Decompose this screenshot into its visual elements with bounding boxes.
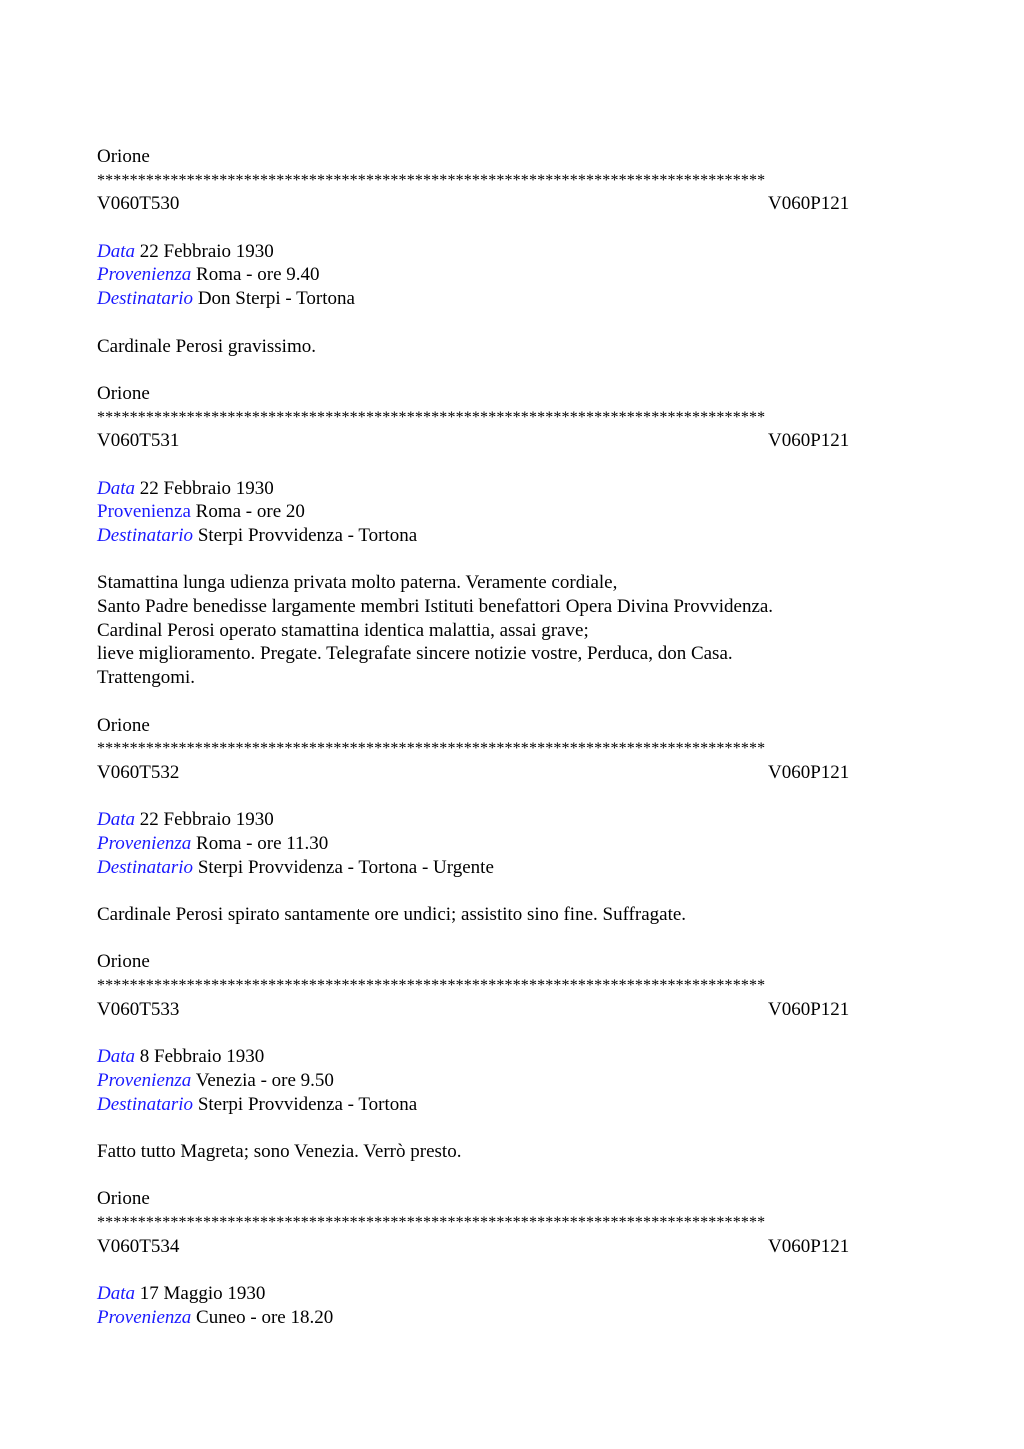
destinatario-value: Don Sterpi - Tortona <box>197 288 355 310</box>
signature: Orione <box>97 951 150 973</box>
data-label: Data <box>97 477 135 499</box>
body-line: Fatto tutto Magreta; sono Venezia. Verrò presto. <box>97 1140 462 1162</box>
data-row <box>97 1282 927 1306</box>
provenienza-row <box>97 1306 927 1330</box>
signature: Orione <box>97 1188 150 1210</box>
signature: Orione <box>97 714 150 736</box>
destinatario-label: Destinatario <box>97 525 194 546</box>
data-row <box>97 808 927 832</box>
data-label: Data <box>97 1046 135 1068</box>
provenienza-label: Provenienza <box>97 1069 192 1091</box>
provenienza-row <box>97 1069 927 1093</box>
body-line: Santo Padre benedisse largamente membri Istituti benefattori Opera Divina Provvidenza. <box>97 596 774 618</box>
document-page <box>97 145 927 1329</box>
data-row <box>97 240 927 264</box>
provenienza-value: Cuneo - ore 18.20 <box>196 1306 334 1328</box>
data-value: 17 Maggio 1930 <box>139 1283 266 1304</box>
page-code: V060P121 <box>768 1235 850 1257</box>
body-line: Cardinal Perosi operato stamattina identica malattia, assai grave; <box>97 619 589 641</box>
telegram-code: V060T533 <box>97 998 180 1020</box>
provenienza-value: Roma - ore 20 <box>195 501 305 523</box>
telegram-code: V060T534 <box>97 1235 180 1257</box>
provenienza-label: Provenienza <box>97 832 192 854</box>
codes-row <box>97 1235 927 1259</box>
provenienza-row <box>97 500 927 524</box>
destinatario-value: Sterpi Provvidenza - Tortona <box>197 1093 418 1115</box>
destinatario-value: Sterpi Provvidenza - Tortona - Urgente <box>197 856 494 878</box>
separator: ********************************************************************************** <box>97 977 766 995</box>
destinatario-row <box>97 856 927 880</box>
codes-row <box>97 429 927 453</box>
telegram-entry <box>97 382 927 714</box>
provenienza-label: Provenienza <box>97 264 192 286</box>
data-row <box>97 477 927 501</box>
provenienza-label: Provenienza <box>97 501 191 523</box>
telegram-entry <box>97 145 927 382</box>
data-row <box>97 1045 927 1069</box>
telegram-code: V060T530 <box>97 193 180 215</box>
provenienza-label: Provenienza <box>97 1306 192 1328</box>
body-line: Cardinale Perosi spirato santamente ore undici; assistito sino fine. Suffragate. <box>97 904 687 925</box>
provenienza-value: Roma - ore 9.40 <box>196 264 320 286</box>
provenienza-row <box>97 263 927 287</box>
separator: ********************************************************************************** <box>97 1213 766 1231</box>
provenienza-value: Roma - ore 11.30 <box>196 832 329 854</box>
data-value: 22 Febbraio 1930 <box>139 477 274 499</box>
provenienza-value: Venezia - ore 9.50 <box>195 1069 334 1091</box>
destinatario-label: Destinatario <box>97 288 194 310</box>
signature: Orione <box>97 382 150 404</box>
destinatario-label: Destinatario <box>97 1093 194 1115</box>
destinatario-row <box>97 287 927 311</box>
page-code: V060P121 <box>768 430 850 452</box>
telegram-entry <box>97 1187 927 1329</box>
destinatario-row <box>97 524 927 548</box>
codes-row <box>97 192 927 216</box>
telegram-entry <box>97 950 927 1187</box>
data-label: Data <box>97 240 135 262</box>
page-code: V060P121 <box>768 193 850 215</box>
telegram-entry <box>97 714 927 951</box>
signature: Orione <box>97 146 150 167</box>
destinatario-label: Destinatario <box>97 856 194 878</box>
separator: ********************************************************************************** <box>97 740 766 758</box>
codes-row <box>97 761 927 785</box>
body-line: Trattengomi. <box>97 667 195 689</box>
provenienza-row <box>97 832 927 856</box>
telegram-code: V060T532 <box>97 761 180 783</box>
data-label: Data <box>97 809 135 831</box>
codes-row <box>97 998 927 1022</box>
data-label: Data <box>97 1283 135 1304</box>
destinatario-row <box>97 1093 927 1117</box>
body-line: lieve miglioramento. Pregate. Telegrafate sincere notizie vostre, Perduca, don Casa. <box>97 643 733 665</box>
data-value: 22 Febbraio 1930 <box>139 240 274 262</box>
body-line: Cardinale Perosi gravissimo. <box>97 335 316 357</box>
body-line: Stamattina lunga udienza privata molto paterna. Veramente cordiale, <box>97 572 618 594</box>
data-value: 8 Febbraio 1930 <box>139 1046 265 1068</box>
separator: ********************************************************************************** <box>97 408 766 426</box>
page-code: V060P121 <box>768 761 850 783</box>
page-code: V060P121 <box>768 998 850 1020</box>
data-value: 22 Febbraio 1930 <box>139 809 274 831</box>
separator: ********************************************************************************** <box>97 171 766 189</box>
telegram-code: V060T531 <box>97 430 180 452</box>
destinatario-value: Sterpi Provvidenza - Tortona <box>197 525 418 546</box>
